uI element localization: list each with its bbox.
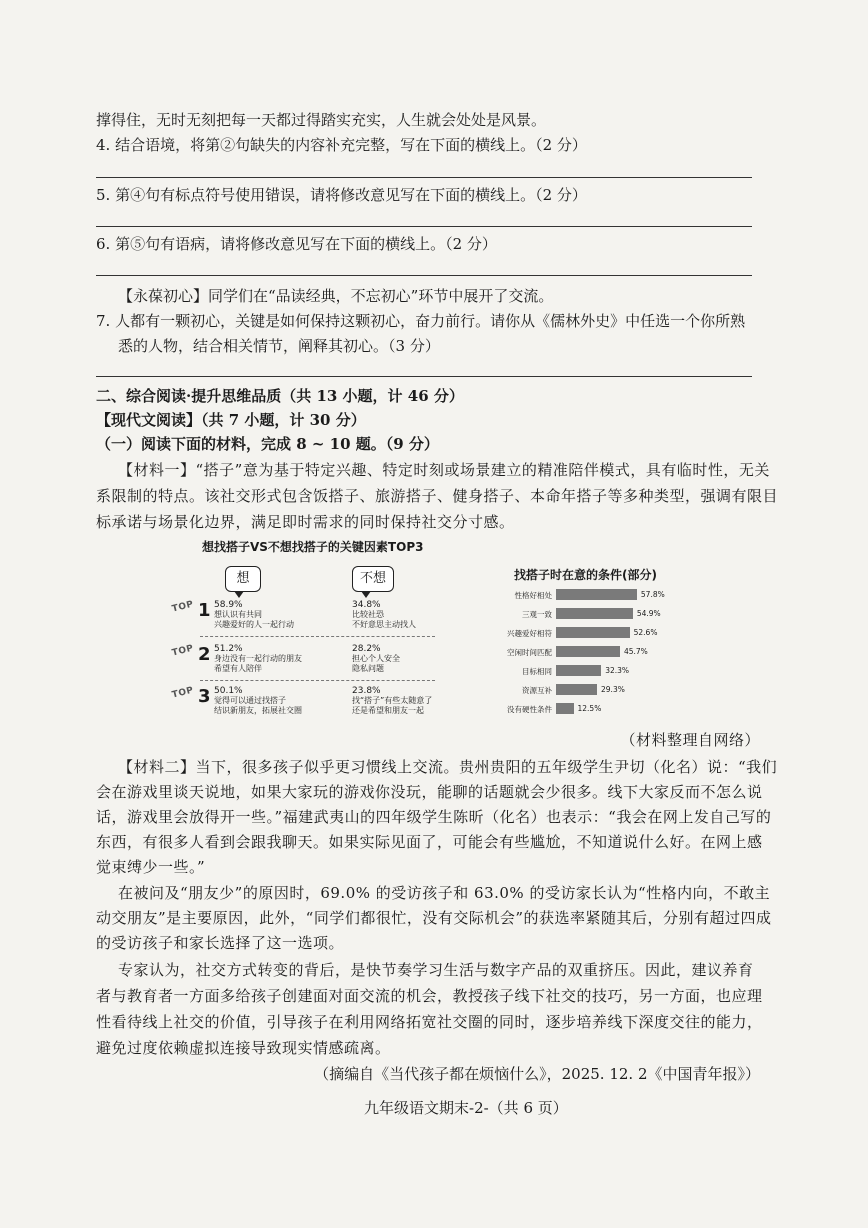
bar-chart-title: 找搭子时在意的条件(部分) bbox=[514, 568, 657, 582]
source-note: （材料整理自网络） bbox=[620, 731, 760, 749]
divider bbox=[200, 680, 435, 681]
subsection-heading: 【现代文阅读】（共 7 小题，计 30 分） bbox=[96, 411, 366, 429]
rank-number: 1 bbox=[198, 600, 211, 621]
want-reason: 58.9% 想认识有共同 兴趣爱好的人一起行动 bbox=[214, 600, 294, 629]
bar-value-label: 57.8% bbox=[640, 590, 665, 599]
want-bubble: 想 bbox=[225, 566, 261, 592]
material-two-text: 觉束缚少一些。” bbox=[96, 858, 206, 876]
material-two-text: 会在游戏里谈天说地，如果大家玩的游戏你没玩，能聊的话题就会少很多。线下大家反而不怎么说 bbox=[96, 783, 763, 801]
paragraph: 专家认为，社交方式转变的背后，是快节奏学习生活与数字产品的双重挤压。因此，建议养育 bbox=[118, 961, 754, 979]
bar bbox=[556, 627, 630, 638]
answer-line bbox=[96, 226, 752, 227]
top-badge: TOP bbox=[171, 643, 195, 659]
infographic-title: 想找搭子VS不想找搭子的关键因素TOP3 bbox=[202, 540, 424, 554]
bar-category-label: 空闲时间匹配 bbox=[507, 648, 552, 657]
reading-instruction: （一）阅读下面的材料，完成 8 ~ 10 题。（9 分） bbox=[96, 435, 439, 453]
bar-value-label: 32.3% bbox=[605, 666, 630, 675]
notwant-reason: 34.8% 比较社恐 不好意思主动找人 bbox=[352, 600, 416, 629]
notwant-reason: 23.8% 找“搭子”有些太随意了 还是希望和朋友一起 bbox=[352, 686, 433, 715]
rank-number: 2 bbox=[198, 644, 211, 665]
answer-line bbox=[96, 177, 752, 178]
material-one-text: 标承诺与场景化边界，满足即时需求的同时保持社交分寸感。 bbox=[96, 513, 515, 531]
bar bbox=[556, 684, 597, 695]
want-reason: 51.2% 身边没有一起行动的朋友 希望有人陪伴 bbox=[214, 644, 302, 673]
page-footer: 九年级语文期末-2-（共 6 页） bbox=[364, 1099, 568, 1117]
material-two-text: 【材料二】当下，很多孩子似乎更习惯线上交流。贵州贵阳的五年级学生尹切（化名）说：“我们 bbox=[118, 758, 778, 776]
top-badge: TOP bbox=[171, 599, 195, 615]
answer-line bbox=[96, 275, 752, 276]
bar-value-label: 12.5% bbox=[577, 704, 602, 713]
question-7-cont: 悉的人物，结合相关情节，阐释其初心。（3 分） bbox=[118, 337, 440, 355]
paragraph: 的受访孩子和家长选择了这一选项。 bbox=[96, 934, 345, 952]
want-reason: 50.1% 觉得可以通过找搭子 结识新朋友，拓展社交圈 bbox=[214, 686, 302, 715]
rank-number: 3 bbox=[198, 686, 211, 707]
answer-line bbox=[96, 376, 752, 377]
paragraph: 避免过度依赖虚拟连接导致现实情感疏离。 bbox=[96, 1039, 391, 1057]
question-5: 5. 第④句有标点符号使用错误，请将修改意见写在下面的横线上。（2 分） bbox=[96, 186, 587, 204]
bar bbox=[556, 646, 620, 657]
bar-category-label: 兴趣爱好相符 bbox=[507, 629, 552, 638]
infographic bbox=[170, 538, 690, 728]
bar-category-label: 目标相同 bbox=[522, 667, 552, 676]
paragraph: 在被问及“朋友少”的原因时，69.0% 的受访孩子和 63.0% 的受访家长认为“性格内向，不敢主 bbox=[118, 884, 771, 902]
divider bbox=[200, 636, 435, 637]
material-two-text: 东西，有很多人看到会跟我聊天。如果实际见面了，可能会有些尴尬，不知道说什么好。在网上感 bbox=[96, 833, 763, 851]
question-4: 4. 结合语境，将第②句缺失的内容补充完整，写在下面的横线上。（2 分） bbox=[96, 136, 587, 154]
material-one-text: 系限制的特点。该社交形式包含饭搭子、旅游搭子、健身搭子、本命年搭子等多种类型，强调有限目 bbox=[96, 487, 779, 505]
question-7: 7. 人都有一颗初心，关键是如何保持这颗初心，奋力前行。请你从《儒林外史》中任选一个你所熟 bbox=[96, 312, 746, 330]
bar-category-label: 资源互补 bbox=[522, 686, 552, 695]
bar-category-label: 三观一致 bbox=[522, 610, 552, 619]
paragraph: 性看待线上社交的价值，引导孩子在利用网络拓宽社交圈的同时，逐步培养线下深度交往的能力， bbox=[96, 1013, 763, 1031]
citation: （摘编自《当代孩子都在烦恼什么》，2025. 12. 2《中国青年报》） bbox=[314, 1065, 760, 1083]
bar-value-label: 52.6% bbox=[633, 628, 658, 637]
notwant-bubble: 不想 bbox=[352, 566, 394, 592]
material-two-text: 话，游戏里会放得开一些。”福建武夷山的四年级学生陈昕（化名）也表示：“我会在网上发自己写的 bbox=[96, 808, 772, 826]
top-badge: TOP bbox=[171, 685, 195, 701]
bar bbox=[556, 608, 633, 619]
paragraph: 动交朋友”是主要原因，此外，“同学们都很忙，没有交际机会”的获选率紧随其后，分别有超过四成 bbox=[96, 909, 772, 927]
paragraph: 者与教育者一方面多给孩子创建面对面交流的机会，教授孩子线下社交的技巧，另一方面，也应理 bbox=[96, 987, 763, 1005]
section-intro: 【永葆初心】同学们在“品读经典，不忘初心”环节中展开了交流。 bbox=[118, 287, 554, 305]
text-line: 撑得住，无时无刻把每一天都过得踏实充实，人生就会处处是风景。 bbox=[96, 111, 547, 129]
bar-category-label: 性格好相处 bbox=[514, 591, 552, 600]
bar bbox=[556, 665, 601, 676]
bar-value-label: 54.9% bbox=[636, 609, 661, 618]
notwant-reason: 28.2% 担心个人安全 隐私问题 bbox=[352, 644, 400, 673]
bar bbox=[556, 703, 574, 714]
bar-category-label: 没有硬性条件 bbox=[507, 705, 552, 714]
section-heading: 二、综合阅读·提升思维品质（共 13 小题，计 46 分） bbox=[96, 387, 464, 405]
material-one-text: 【材料一】“搭子”意为基于特定兴趣、特定时刻或场景建立的精准陪伴模式，具有临时性，无关 bbox=[118, 461, 770, 479]
bar-value-label: 29.3% bbox=[601, 685, 625, 694]
bar bbox=[556, 589, 637, 600]
bar-value-label: 45.7% bbox=[623, 647, 648, 656]
question-6: 6. 第⑤句有语病，请将修改意见写在下面的横线上。（2 分） bbox=[96, 235, 497, 253]
